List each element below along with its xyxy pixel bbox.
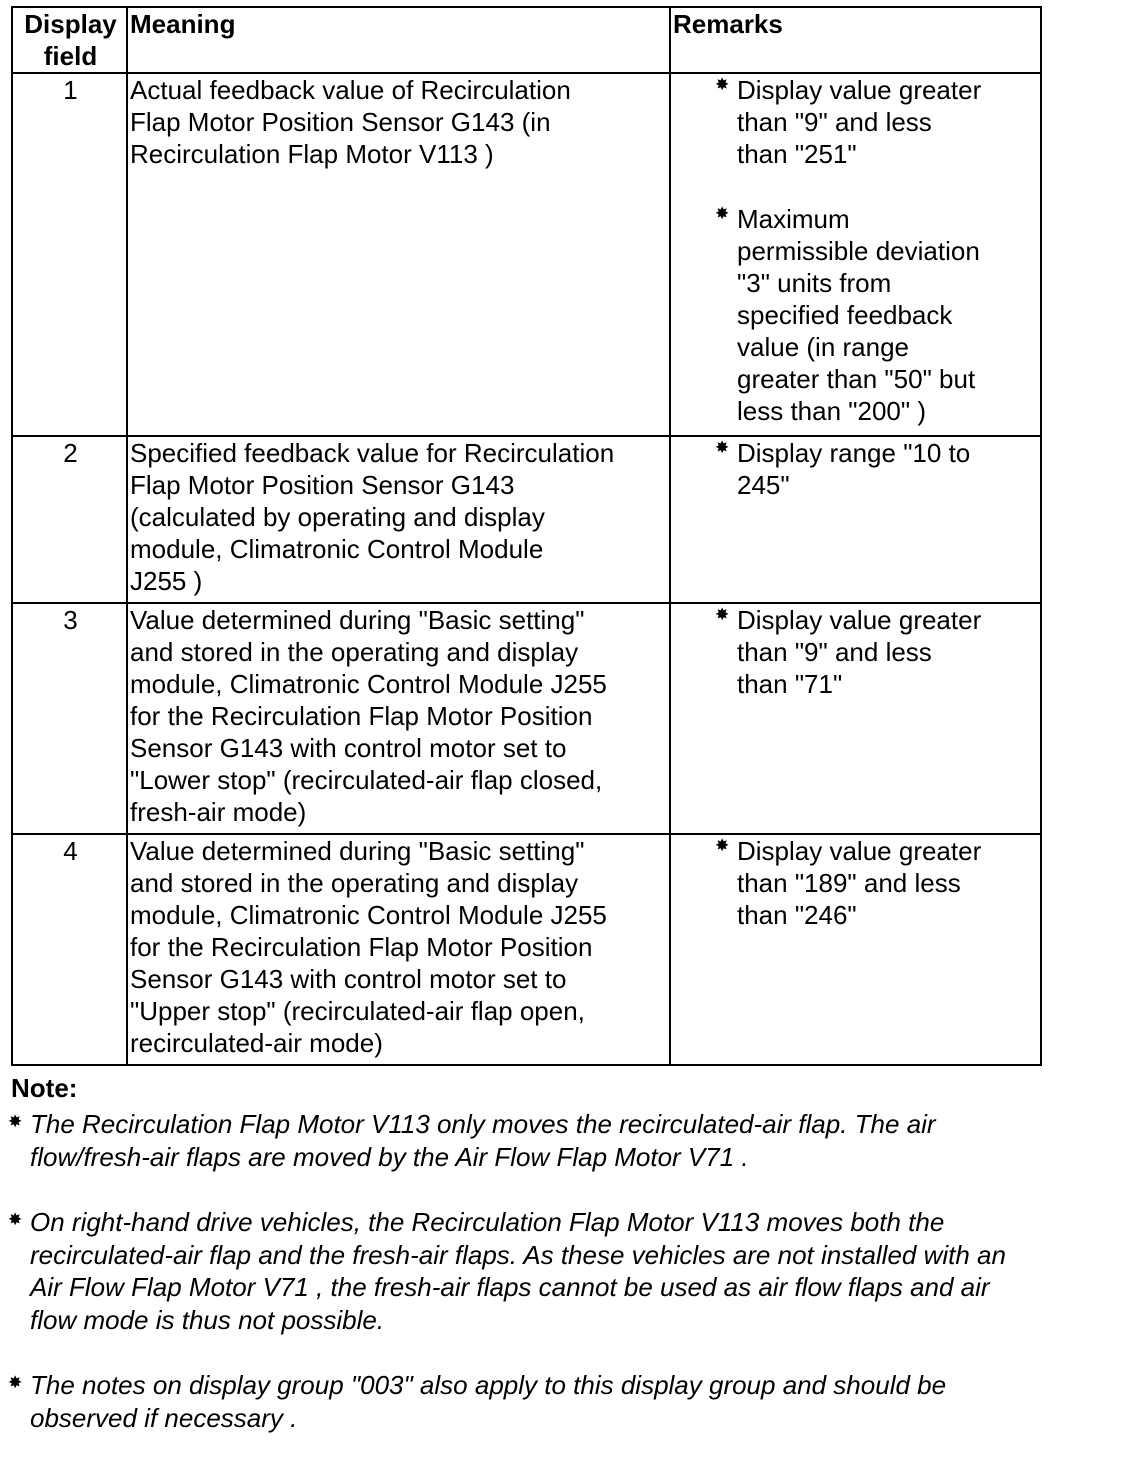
meaning-cell: [127, 436, 670, 603]
meaning-line: Actual feedback value of Recirculation: [130, 75, 571, 105]
remark-line: Display range "10 to: [737, 438, 971, 468]
table-header-row: [12, 7, 1041, 73]
meaning-line: Flap Motor Position Sensor G143 (in: [130, 107, 551, 137]
remark-line: than "189" and less: [737, 868, 961, 898]
meaning-cell: [127, 834, 670, 1065]
bullet-star-icon: ✸: [8, 1210, 23, 1229]
remark-line: than "251": [737, 139, 857, 169]
header-remarks: Remarks: [670, 7, 1041, 73]
meaning-line: "Lower stop" (recirculated-air flap closed,: [130, 765, 603, 795]
remark-line: 245": [737, 470, 790, 500]
meaning-line: fresh-air mode): [130, 797, 307, 827]
remark-line: than "71": [737, 669, 843, 699]
note-item: [8, 1108, 1130, 1173]
meaning-line: J255 ): [130, 566, 203, 596]
note-line: observed if necessary .: [30, 1402, 298, 1433]
meaning-line: module, Climatronic Control Module: [130, 534, 544, 564]
bullet-star-icon: ✸: [8, 1373, 23, 1392]
remark-line: permissible deviation: [737, 236, 980, 266]
display-field-number: 3: [12, 603, 127, 834]
remarks-cell: [670, 73, 1041, 436]
table-row: [12, 73, 1041, 436]
remark-item: [715, 437, 1040, 501]
remark-line: Display value greater: [737, 836, 982, 866]
header-display-field-line: field: [43, 41, 98, 71]
meaning-line: Specified feedback value for Recirculation: [130, 438, 615, 468]
bullet-star-icon: ✸: [715, 75, 730, 94]
note-line: The notes on display group "003" also apply to this display group and should be: [30, 1370, 947, 1400]
remark-item: [715, 604, 1040, 700]
remark-line: less than "200" ): [737, 396, 927, 426]
header-display-field: [12, 7, 127, 73]
header-meaning: Meaning: [127, 7, 670, 73]
remark-line: Display value greater: [737, 605, 982, 635]
remark-line: value (in range: [737, 332, 909, 362]
meaning-line: Sensor G143 with control motor set to: [130, 964, 567, 994]
meaning-cell: [127, 603, 670, 834]
meaning-cell: [127, 73, 670, 436]
table-row: [12, 834, 1041, 1065]
note-line: Air Flow Flap Motor V71 , the fresh-air flaps cannot be used as air flow flaps and air: [30, 1272, 990, 1302]
table-row: [12, 436, 1041, 603]
display-field-number: 4: [12, 834, 127, 1065]
meaning-line: Value determined during "Basic setting": [130, 836, 585, 866]
remarks-cell: [670, 603, 1041, 834]
meaning-line: recirculated-air mode): [130, 1028, 383, 1058]
header-display-field-line: Display: [24, 9, 117, 39]
remark-line: than "9" and less: [737, 107, 932, 137]
remark-line: Maximum: [737, 204, 850, 234]
meaning-line: for the Recirculation Flap Motor Position: [130, 701, 593, 731]
display-field-number: 1: [12, 73, 127, 436]
remark-item: [715, 203, 1040, 427]
remarks-cell: [670, 834, 1041, 1065]
remark-item: [715, 74, 1040, 170]
meaning-line: for the Recirculation Flap Motor Position: [130, 932, 593, 962]
meaning-line: "Upper stop" (recirculated-air flap open,: [130, 996, 585, 1026]
note-line: The Recirculation Flap Motor V113 only moves the recirculated-air flap. The air: [30, 1109, 936, 1139]
note-list: [8, 1108, 1130, 1467]
remarks-cell: [670, 436, 1041, 603]
display-field-number: 2: [12, 436, 127, 603]
note-line: flow mode is thus not possible.: [30, 1304, 385, 1335]
table-row: [12, 603, 1041, 834]
remark-line: greater than "50" but: [737, 364, 976, 394]
remark-item: [715, 835, 1040, 931]
bullet-star-icon: ✸: [715, 836, 730, 855]
bullet-star-icon: ✸: [8, 1112, 23, 1131]
remark-line: "3" units from: [737, 268, 892, 298]
note-line: recirculated-air flap and the fresh-air flaps. As these vehicles are not installed with an: [30, 1239, 1006, 1270]
meaning-line: module, Climatronic Control Module J255: [130, 900, 607, 930]
meaning-line: Flap Motor Position Sensor G143: [130, 470, 515, 500]
meaning-line: and stored in the operating and display: [130, 637, 579, 667]
bullet-star-icon: ✸: [715, 438, 730, 457]
remark-line: specified feedback: [737, 300, 953, 330]
meaning-line: Recirculation Flap Motor V113 ): [130, 139, 494, 169]
remark-line: Display value greater: [737, 75, 982, 105]
note-item: [8, 1369, 1130, 1434]
meaning-line: Value determined during "Basic setting": [130, 605, 585, 635]
display-group-table: [11, 6, 1042, 1066]
bullet-star-icon: ✸: [715, 605, 730, 624]
note-item: [8, 1206, 1130, 1336]
meaning-line: and stored in the operating and display: [130, 868, 579, 898]
meaning-line: Sensor G143 with control motor set to: [130, 733, 567, 763]
remark-line: than "9" and less: [737, 637, 932, 667]
note-line: On right-hand drive vehicles, the Recirculation Flap Motor V113 moves both the: [30, 1207, 945, 1237]
note-line: flow/fresh-air flaps are moved by the Air Flow Flap Motor V71 .: [30, 1141, 749, 1172]
bullet-star-icon: ✸: [715, 204, 730, 223]
remark-line: than "246": [737, 900, 857, 930]
note-title: Note:: [11, 1073, 78, 1103]
meaning-line: module, Climatronic Control Module J255: [130, 669, 607, 699]
meaning-line: (calculated by operating and display: [130, 502, 545, 532]
